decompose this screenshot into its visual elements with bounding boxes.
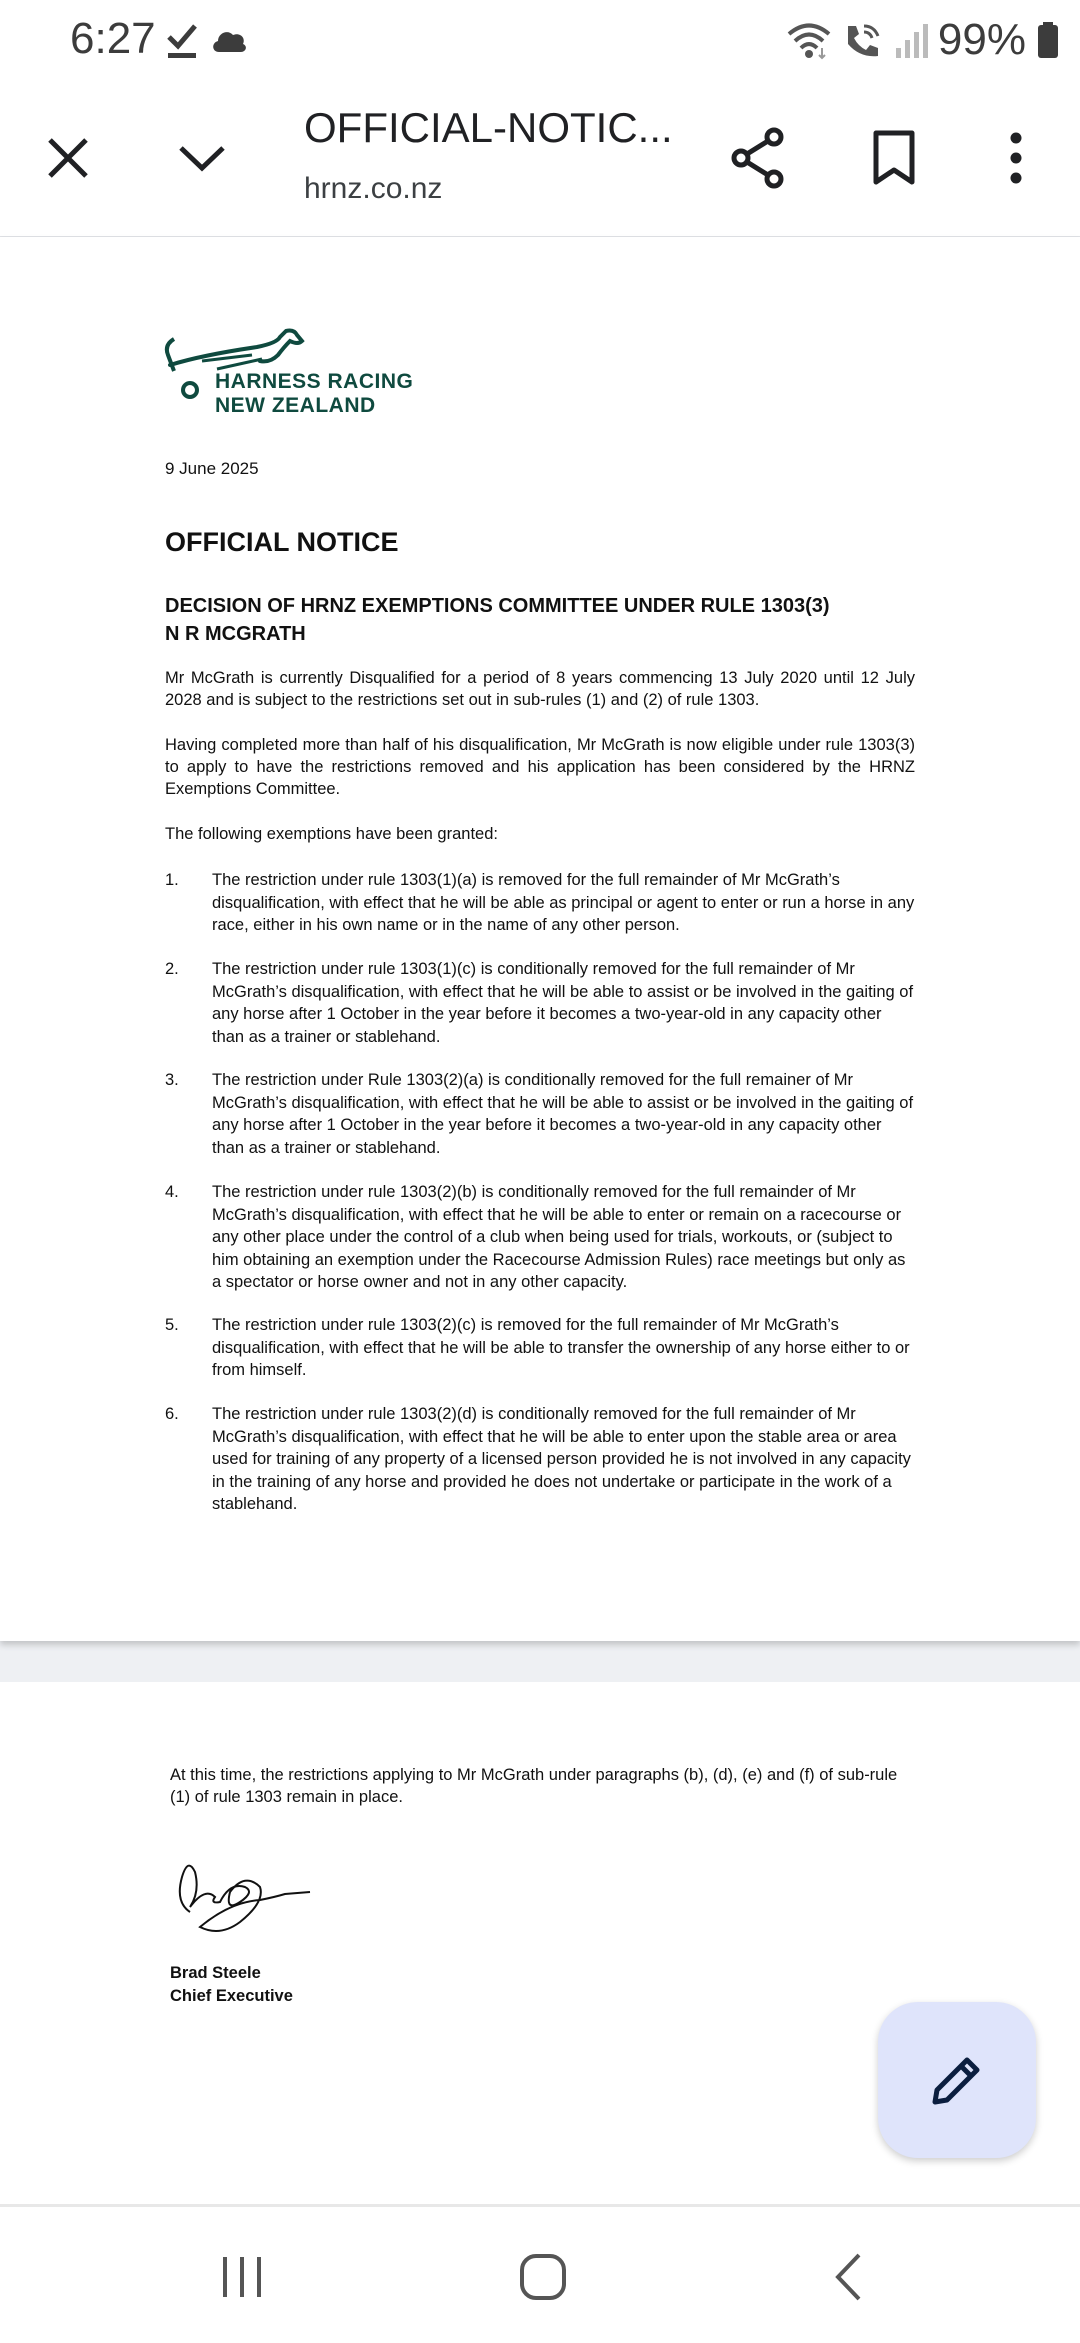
collapse-button[interactable]	[162, 118, 242, 198]
list-text: The restriction under rule 1303(2)(c) is removed for the full remainder of Mr McGrath’s disqualification, with effect that he will be able to transfer the ownership of any horse either to or from himself.	[212, 1316, 910, 1379]
logo-line-2: NEW ZEALAND	[215, 394, 376, 417]
list-number: 3.	[165, 1071, 179, 1089]
signer-name: Brad Steele	[170, 1964, 261, 1982]
paragraph-exemptions-intro: The following exemptions have been granted:	[165, 825, 498, 843]
notice-date: 9 June 2025	[165, 459, 259, 478]
home-button[interactable]	[503, 2237, 583, 2317]
home-icon	[519, 2253, 567, 2301]
wifi-calling-icon	[842, 20, 884, 60]
recent-apps-button[interactable]	[202, 2237, 282, 2317]
edit-fab-button[interactable]	[878, 2002, 1036, 2158]
list-item	[165, 869, 915, 937]
list-item	[165, 1314, 915, 1382]
logo-line-1: HARNESS RACING	[215, 370, 414, 393]
logo-wordmark	[215, 370, 413, 418]
paragraph-eligibility: Having completed more than half of his disqualification, Mr McGrath is now eligible under rule 1303(3) to apply to have the restrictions removed and his application has been considered by the HRNZ Exemptions Committee.	[165, 736, 915, 798]
bookmark-button[interactable]	[854, 118, 934, 198]
close-icon	[46, 136, 90, 180]
chevron-down-icon	[177, 143, 227, 173]
list-number: 5.	[165, 1316, 179, 1334]
list-item	[165, 1403, 915, 1516]
close-button[interactable]	[28, 118, 108, 198]
wifi-icon	[786, 20, 832, 60]
list-text: The restriction under rule 1303(2)(d) is conditionally removed for the full remainder of Mr McGrath’s disqualification, with effect that he will be able to enter upon the stable area or area used for training of any property of a licensed person provided he is not involved in any capacity in the training of any horse and provided he does not undertake or participate in the work of a stablehand.	[212, 1405, 911, 1513]
list-item	[165, 1069, 915, 1159]
bookmark-icon	[872, 130, 916, 186]
back-icon	[833, 2252, 863, 2302]
paragraph-disqualification: Mr McGrath is currently Disqualified for a period of 8 years commencing 13 July 2020 until 12 July 2028 and is subject to the restrictions set out in sub-rules (1) and (2) of rule 1303.	[165, 669, 915, 709]
share-button[interactable]	[718, 118, 798, 198]
list-item	[165, 1181, 915, 1294]
list-number: 2.	[165, 960, 179, 978]
list-number: 6.	[165, 1405, 179, 1423]
cloud-icon	[210, 26, 248, 54]
more-vert-icon	[1009, 132, 1023, 184]
decision-line-2: N R MCGRATH	[165, 623, 306, 645]
signature	[170, 1842, 320, 1952]
signer-block	[170, 1962, 293, 2008]
back-button[interactable]	[808, 2237, 888, 2317]
system-nav-bar	[0, 2204, 1080, 2343]
status-time: 6:27	[70, 14, 156, 63]
signer-title: Chief Executive	[170, 1987, 293, 2005]
decision-heading	[165, 592, 830, 648]
battery-icon	[1036, 20, 1060, 60]
signal-icon	[894, 20, 928, 60]
check-icon	[166, 20, 198, 60]
list-text: The restriction under rule 1303(1)(a) is removed for the full remainder of Mr McGrath’s disqualification, with effect that he will be able as principal or agent to enter or run a horse in any race, either in his own name or in the name of any other person.	[212, 871, 915, 934]
list-text: The restriction under rule 1303(2)(b) is conditionally removed for the full remainder of Mr McGrath’s disqualification, with effect that he will be able to enter or remain on a racecourse or any other place under the control of a club when being used for trials, workouts, or (subject to him obtaining an exemption under the Racecourse Admission Rules) race meetings but only as a spectator or horse owner and not in any other capacity.	[212, 1183, 906, 1291]
document-title: OFFICIAL-NOTIC...	[304, 104, 673, 151]
recent-apps-icon	[219, 2255, 265, 2299]
more-options-button[interactable]	[976, 118, 1056, 198]
pencil-icon	[927, 2050, 987, 2110]
share-icon	[730, 127, 786, 189]
battery-percent: 99%	[937, 15, 1026, 64]
status-bar	[0, 0, 1080, 84]
pdf-page-1	[0, 237, 1080, 1641]
list-number: 1.	[165, 871, 179, 889]
list-text: The restriction under rule 1303(1)(c) is conditionally removed for the full remainder of Mr McGrath’s disqualification, with effect that he will be able to assist or be involved in the gaiting of any horse after 1 October in the year before it becomes a two-year-old in any capacity other than as a trainer or stablehand.	[212, 960, 914, 1046]
document-url: hrnz.co.nz	[304, 172, 443, 205]
viewer-toolbar	[0, 84, 1080, 239]
list-item	[165, 958, 915, 1048]
list-number: 4.	[165, 1183, 179, 1201]
paragraph-remaining-restrictions: At this time, the restrictions applying to Mr McGrath under paragraphs (b), (d), (e) and (f) of sub-rule (1) of rule 1303 remain in place.	[170, 1766, 898, 1806]
list-text: The restriction under Rule 1303(2)(a) is conditionally removed for the full remainer of Mr McGrath’s disqualification, with effect that he will be able to assist or be involved in the gaiting of any horse after 1 October in the year before it becomes a two-year-old in any capacity other than as a trainer or stablehand.	[212, 1071, 914, 1157]
notice-title: OFFICIAL NOTICE	[165, 527, 399, 557]
decision-line-1: DECISION OF HRNZ EXEMPTIONS COMMITTEE UNDER RULE 1303(3)	[165, 595, 830, 617]
